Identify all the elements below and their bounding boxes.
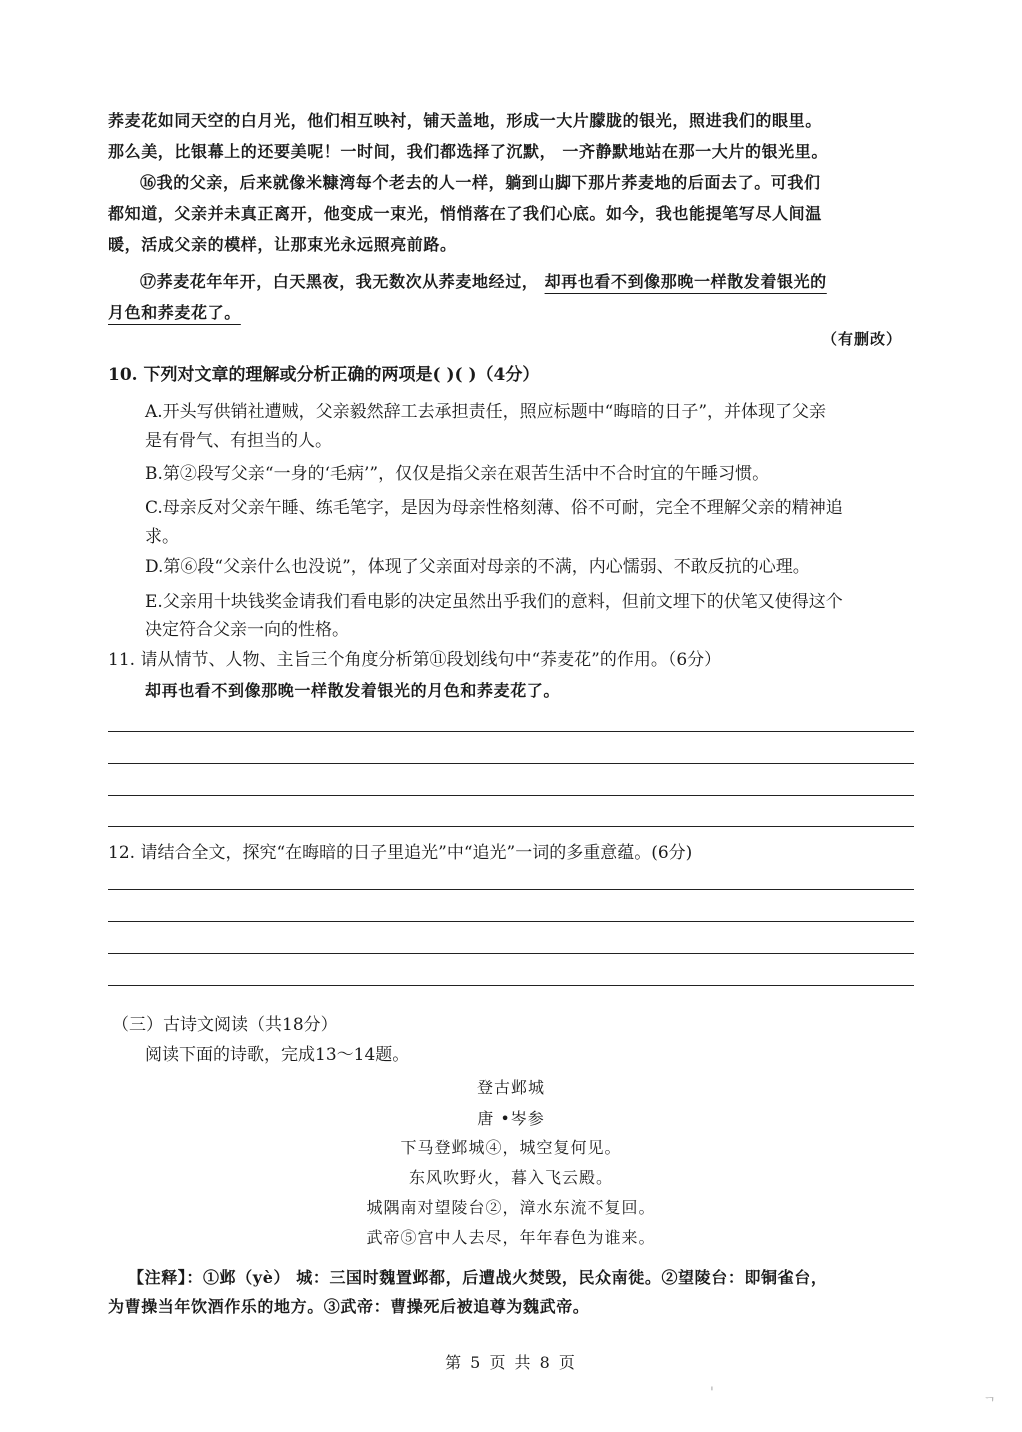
option-b: B.第②段写父亲“一身的‘毛病’”，仅仅是指父亲在艰苦生活中不合时宜的午睡习惯。	[145, 464, 770, 484]
option-c-cont: 求。	[145, 527, 179, 547]
poem-title: 登古邺城	[476, 1078, 545, 1097]
option-e: E.父亲用十块钱奖金请我们看电影的决定虽然出乎我们的意料，但前文埋下的伏笔又使得这个	[145, 592, 843, 612]
poem-line: 下马登邺城④，城空复何见。	[400, 1138, 622, 1157]
section-title: （三）古诗文阅读（共18分）	[112, 1015, 338, 1035]
answer-line[interactable]	[108, 985, 914, 986]
passage-text	[108, 105, 918, 328]
paragraph-16-line: ⑯我的父亲，后来就像米糠湾每个老去的人一样，躺到山脚下那片荞麦地的后面去了。可我们	[140, 173, 821, 192]
scan-speck: '	[710, 1385, 714, 1401]
edit-note: （有删改）	[821, 330, 902, 348]
question-12: 12. 请结合全文，探究“在晦暗的日子里追光”中“追光”一词的多重意蕴。(6分)	[108, 843, 693, 863]
question-11-quote: 却再也看不到像那晚一样散发着银光的月色和荞麦花了。	[145, 681, 561, 700]
underlined-sentence: 却再也看不到像那晚一样散发着银光的	[544, 272, 827, 291]
paragraph-17-line	[108, 266, 918, 297]
answer-line[interactable]	[108, 795, 914, 796]
option-c: C.母亲反对父亲午睡、练毛笔字，是因为母亲性格刻薄、俗不可耐，完全不理解父亲的精神追	[145, 498, 843, 518]
answer-line[interactable]	[108, 826, 914, 827]
answer-line[interactable]	[108, 953, 914, 954]
poem-author: 唐 •岑参	[477, 1109, 545, 1128]
paragraph-16-line: 暖，活成父亲的模样，让那束光永远照亮前路。	[108, 235, 457, 254]
option-d: D.第⑥段“父亲什么也没说”，体现了父亲面对母亲的不满，内心懦弱、不敢反抗的心理。	[145, 557, 810, 577]
option-a-cont: 是有骨气、有担当的人。	[145, 431, 332, 451]
question-10: 10. 下列对文章的理解或分析正确的两项是( )( )（4分）	[108, 365, 540, 385]
answer-line[interactable]	[108, 921, 914, 922]
question-11: 11. 请从情节、人物、主旨三个角度分析第⑪段划线句中“荞麦花”的作用。（6分）	[108, 650, 722, 670]
passage-line: 荞麦花如同天空的白月光，他们相互映衬，铺天盖地，形成一大片朦胧的银光，照进我们的眼里。	[108, 111, 822, 130]
answer-line[interactable]	[108, 889, 914, 890]
scan-speck: ᆨ	[983, 1388, 997, 1404]
page-number: 第 5 页 共 8 页	[445, 1353, 577, 1372]
poem-line: 武帝⑤宫中人去尽，年年春色为谁来。	[366, 1228, 656, 1247]
answer-line[interactable]	[108, 731, 914, 732]
underlined-sentence-cont: 月色和荞麦花了。	[108, 303, 241, 322]
poem-line: 东风吹野火，暮入飞云殿。	[408, 1168, 613, 1187]
poem-line: 城隅南对望陵台②，漳水东流不复回。	[366, 1198, 656, 1217]
passage-line: 那么美，比银幕上的还要美呢！一时间，我们都选择了沉默， 一齐静默地站在那一大片的银光里。	[108, 142, 828, 161]
section-intro: 阅读下面的诗歌，完成13～14题。	[145, 1045, 410, 1065]
option-e-cont: 决定符合父亲一向的性格。	[145, 620, 349, 640]
paragraph-17-text: ⑰荞麦花年年开，白天黑夜，我无数次从荞麦地经过，	[140, 272, 545, 291]
option-a: A.开头写供销社遭贼，父亲毅然辞工去承担责任，照应标题中“晦暗的日子”，并体现了父亲	[145, 402, 827, 422]
paragraph-16-line: 都知道，父亲并未真正离开，他变成一束光，悄悄落在了我们心底。如今，我也能提笔写尽人间温	[108, 204, 822, 223]
annotation-line: 为曹操当年饮酒作乐的地方。③武帝：曹操死后被追尊为魏武帝。	[108, 1297, 590, 1316]
answer-line[interactable]	[108, 763, 914, 764]
annotation-line: 【注释】：①邺（yè） 城：三国时魏置邺都，后遭战火焚毁，民众南徙。②望陵台：即铜雀台，	[128, 1268, 828, 1287]
